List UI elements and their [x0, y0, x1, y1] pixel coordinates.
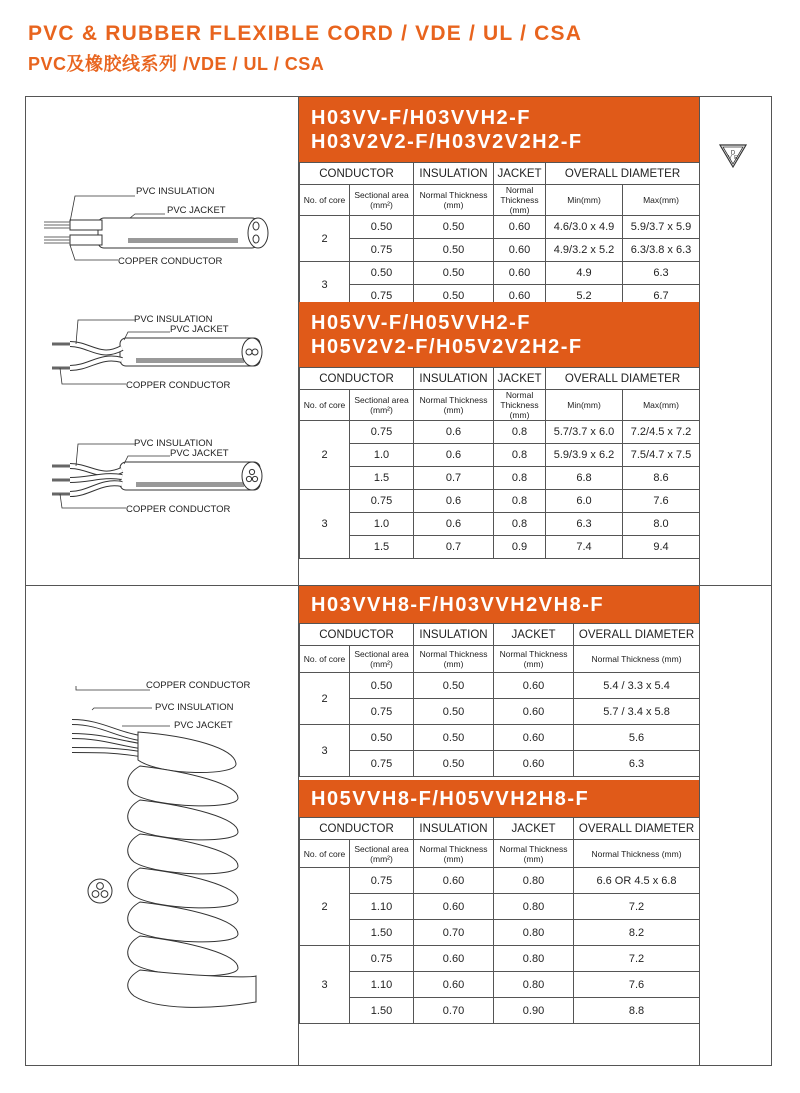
table-cell: 0.75	[350, 239, 414, 262]
table-cell: 0.60	[494, 262, 546, 285]
col-no-core: No. of core	[300, 390, 350, 421]
table-cell: 0.60	[494, 699, 574, 725]
table-row	[300, 536, 700, 559]
table-cell: 0.70	[414, 998, 494, 1024]
table-cell: 0.80	[494, 946, 574, 972]
col-conductor: CONDUCTOR	[300, 818, 414, 840]
col-max: Max(mm)	[623, 390, 700, 421]
header-row	[300, 368, 700, 390]
table-cell: 0.75	[350, 946, 414, 972]
page-subtitle: PVC及橡胶线系列 /VDE / UL / CSA	[28, 54, 325, 74]
table-cell: 8.2	[574, 920, 700, 946]
col-sectional-area: Sectional area (mm²)	[350, 840, 414, 868]
table-cell: 1.5	[350, 536, 414, 559]
table-cell: 0.70	[414, 920, 494, 946]
table-cell: 7.5/4.7 x 7.5	[623, 444, 700, 467]
table-row	[300, 421, 700, 444]
col-insulation-thickness: Normal Thickness (mm)	[414, 840, 494, 868]
table-row	[300, 444, 700, 467]
table-row	[300, 262, 700, 285]
col-insulation: INSULATION	[414, 368, 494, 390]
table-cell: 1.5	[350, 467, 414, 490]
table-cell: 1.50	[350, 920, 414, 946]
table-row	[300, 946, 700, 972]
table-title: H05V2V2-F/H05V2V2H2-F	[311, 336, 583, 358]
col-no-core: No. of core	[300, 840, 350, 868]
table-cell: 0.75	[350, 868, 414, 894]
header-row	[300, 818, 700, 840]
svg-text:D: D	[730, 150, 736, 157]
label-copper-conductor-4: COPPER CONDUCTOR	[146, 680, 251, 691]
table-cell: 0.75	[350, 751, 414, 777]
table-row	[300, 699, 700, 725]
table-cell: 0.60	[414, 946, 494, 972]
core-count: 2	[300, 421, 350, 490]
table-cell: 4.9/3.2 x 5.2	[546, 239, 623, 262]
core-count: 3	[300, 725, 350, 777]
table-cell: 0.50	[350, 725, 414, 751]
table-cell: 5.9/3.7 x 5.9	[623, 216, 700, 239]
svg-text:V: V	[728, 155, 732, 161]
table-cell: 6.8	[546, 467, 623, 490]
table-cell: 0.60	[494, 751, 574, 777]
col-no-core: No. of core	[300, 185, 350, 216]
table-row	[300, 868, 700, 894]
table-cell: 0.7	[414, 467, 494, 490]
table-cell: 7.2/4.5 x 7.2	[623, 421, 700, 444]
subheader-row	[300, 646, 700, 673]
label-copper-conductor-2: COPPER CONDUCTOR	[126, 380, 231, 391]
col-jacket: JACKET	[494, 163, 546, 185]
table-cell: 0.8	[494, 444, 546, 467]
subheader-row	[300, 390, 700, 421]
table-cell: 6.3	[546, 513, 623, 536]
col-jacket: JACKET	[494, 368, 546, 390]
col-no-core: No. of core	[300, 646, 350, 673]
label-pvc-insulation-4: PVC INSULATION	[155, 702, 234, 713]
table-cell: 0.75	[350, 490, 414, 513]
table-row	[300, 216, 700, 239]
table-cell: 5.2	[546, 285, 623, 308]
core-count: 3	[300, 262, 350, 308]
table-cell: 0.80	[494, 868, 574, 894]
table-cell: 7.4	[546, 536, 623, 559]
table-title: H03VV-F/H03VVH2-F	[311, 107, 532, 129]
col-jacket-thickness: Normal Thickness (mm)	[494, 390, 546, 421]
table-cell: 6.6 OR 4.5 x 6.8	[574, 868, 700, 894]
table-cell: 0.50	[414, 751, 494, 777]
table-row	[300, 920, 700, 946]
table-cell: 0.60	[414, 868, 494, 894]
table-row	[300, 467, 700, 490]
table-cell: 1.10	[350, 972, 414, 998]
col-insulation: INSULATION	[414, 163, 494, 185]
table-cell: 0.50	[414, 285, 494, 308]
table-cell: 6.3	[574, 751, 700, 777]
col-sectional-area: Sectional area (mm²)	[350, 646, 414, 673]
table-cell: 1.0	[350, 444, 414, 467]
table-row	[300, 513, 700, 536]
spec-table	[299, 623, 700, 777]
table-cell: 0.9	[494, 536, 546, 559]
col-overall-diameter: OVERALL DIAMETER	[546, 368, 700, 390]
col-insulation-thickness: Normal Thickness (mm)	[414, 390, 494, 421]
table-cell: 7.2	[574, 946, 700, 972]
col-min: Min(mm)	[546, 185, 623, 216]
table-title-band	[299, 97, 699, 162]
table-row	[300, 239, 700, 262]
col-overall-thickness: Normal Thickness (mm)	[574, 840, 700, 868]
table-cell: 5.4 / 3.3 x 5.4	[574, 673, 700, 699]
table-row	[300, 490, 700, 513]
table-cell: 0.60	[414, 972, 494, 998]
table-title: H05VVH8-F/H05VVH2H8-F	[311, 788, 590, 810]
table-cell: 0.90	[494, 998, 574, 1024]
col-jacket: JACKET	[494, 818, 574, 840]
col-sectional-area: Sectional area (mm²)	[350, 390, 414, 421]
svg-text:E: E	[734, 155, 738, 161]
table-row	[300, 751, 700, 777]
table-cell: 5.7 / 3.4 x 5.8	[574, 699, 700, 725]
table-title: H03V2V2-F/H03V2V2H2-F	[311, 131, 583, 153]
table-cell: 0.60	[494, 239, 546, 262]
table-cell: 9.4	[623, 536, 700, 559]
table-cell: 0.7	[414, 536, 494, 559]
table-cell: 0.60	[494, 216, 546, 239]
col-max: Max(mm)	[623, 185, 700, 216]
table-cell: 0.8	[494, 513, 546, 536]
table-cell: 0.50	[350, 216, 414, 239]
table-cell: 4.6/3.0 x 4.9	[546, 216, 623, 239]
header-row	[300, 163, 700, 185]
table-cell: 7.2	[574, 894, 700, 920]
table-cell: 0.50	[414, 673, 494, 699]
table-cell: 0.60	[414, 894, 494, 920]
table-cell: 8.6	[623, 467, 700, 490]
col-min: Min(mm)	[546, 390, 623, 421]
table-title-band	[299, 302, 699, 367]
table-cell: 5.9/3.9 x 6.2	[546, 444, 623, 467]
table-cell: 0.6	[414, 513, 494, 536]
table-cell: 0.50	[350, 673, 414, 699]
table-row	[300, 894, 700, 920]
table-cell: 6.3/3.8 x 6.3	[623, 239, 700, 262]
col-sectional-area: Sectional area (mm²)	[350, 185, 414, 216]
table-row	[300, 972, 700, 998]
label-copper-conductor-3: COPPER CONDUCTOR	[126, 504, 231, 515]
page-title: PVC & RUBBER FLEXIBLE CORD / VDE / UL / CSA	[28, 22, 583, 45]
table-cell: 8.8	[574, 998, 700, 1024]
core-count: 3	[300, 490, 350, 559]
col-overall-diameter: OVERALL DIAMETER	[574, 624, 700, 646]
table-title: H05VV-F/H05VVH2-F	[311, 312, 532, 334]
table-cell: 0.80	[494, 894, 574, 920]
coiled-cord-cable-icon	[60, 676, 280, 1016]
table-cell: 0.75	[350, 285, 414, 308]
subheader-row	[300, 840, 700, 868]
table-cell: 0.50	[414, 725, 494, 751]
col-insulation: INSULATION	[414, 818, 494, 840]
col-insulation: INSULATION	[414, 624, 494, 646]
table-cell: 0.75	[350, 421, 414, 444]
col-conductor: CONDUCTOR	[300, 163, 414, 185]
table-cell: 1.10	[350, 894, 414, 920]
label-pvc-insulation-3: PVC INSULATION	[134, 438, 213, 449]
table-title: H03VVH8-F/H03VVH2VH8-F	[311, 594, 605, 616]
table-cell: 6.7	[623, 285, 700, 308]
table-cell: 6.3	[623, 262, 700, 285]
table-cell: 7.6	[623, 490, 700, 513]
table-cell: 0.75	[350, 699, 414, 725]
core-count: 2	[300, 673, 350, 725]
col-conductor: CONDUCTOR	[300, 624, 414, 646]
spec-table	[299, 162, 700, 308]
label-copper-conductor: COPPER CONDUCTOR	[118, 256, 223, 267]
label-pvc-jacket-3: PVC JACKET	[170, 448, 229, 459]
col-insulation-thickness: Normal Thickness (mm)	[414, 185, 494, 216]
col-jacket-thickness: Normal Thickness (mm)	[494, 185, 546, 216]
table-cell: 0.8	[494, 467, 546, 490]
col-overall-thickness: Normal Thickness (mm)	[574, 646, 700, 673]
table-cell: 0.6	[414, 421, 494, 444]
table-cell: 1.0	[350, 513, 414, 536]
core-count: 2	[300, 216, 350, 262]
col-insulation-thickness: Normal Thickness (mm)	[414, 646, 494, 673]
table-cell: 0.60	[494, 725, 574, 751]
table-cell: 0.50	[350, 262, 414, 285]
table-cell: 0.60	[494, 285, 546, 308]
table-cell: 0.80	[494, 920, 574, 946]
table-cell: 0.50	[414, 239, 494, 262]
table-cell: 0.60	[494, 673, 574, 699]
subheader-row	[300, 185, 700, 216]
label-pvc-jacket-4: PVC JACKET	[174, 720, 233, 731]
table-cell: 8.0	[623, 513, 700, 536]
core-count: 3	[300, 946, 350, 1024]
table-cell: 0.80	[494, 972, 574, 998]
table-cell: 4.9	[546, 262, 623, 285]
header-row	[300, 624, 700, 646]
table-cell: 0.6	[414, 490, 494, 513]
label-pvc-jacket-2: PVC JACKET	[170, 324, 229, 335]
table-cell: 0.50	[414, 216, 494, 239]
core-count: 2	[300, 868, 350, 946]
col-jacket: JACKET	[494, 624, 574, 646]
table-row	[300, 725, 700, 751]
table-cell: 7.6	[574, 972, 700, 998]
table-cell: 0.8	[494, 421, 546, 444]
col-overall-diameter: OVERALL DIAMETER	[574, 818, 700, 840]
table-row	[300, 998, 700, 1024]
table-cell: 1.50	[350, 998, 414, 1024]
table-cell: 6.0	[546, 490, 623, 513]
table-cell: 0.6	[414, 444, 494, 467]
label-pvc-jacket: PVC JACKET	[167, 205, 226, 216]
col-overall-diameter: OVERALL DIAMETER	[546, 163, 700, 185]
table-cell: 0.8	[494, 490, 546, 513]
table-row	[300, 673, 700, 699]
spec-table	[299, 817, 700, 1024]
table-title-band	[299, 586, 699, 623]
table-cell: 5.6	[574, 725, 700, 751]
table-cell: 5.7/3.7 x 6.0	[546, 421, 623, 444]
vde-certification-icon	[718, 140, 748, 175]
label-pvc-insulation: PVC INSULATION	[136, 186, 215, 197]
spec-table	[299, 367, 700, 559]
col-jacket-thickness: Normal Thickness (mm)	[494, 646, 574, 673]
label-pvc-insulation-2: PVC INSULATION	[134, 314, 213, 325]
col-conductor: CONDUCTOR	[300, 368, 414, 390]
table-cell: 0.50	[414, 699, 494, 725]
table-title-band	[299, 780, 699, 817]
col-jacket-thickness: Normal Thickness (mm)	[494, 840, 574, 868]
table-cell: 0.50	[414, 262, 494, 285]
